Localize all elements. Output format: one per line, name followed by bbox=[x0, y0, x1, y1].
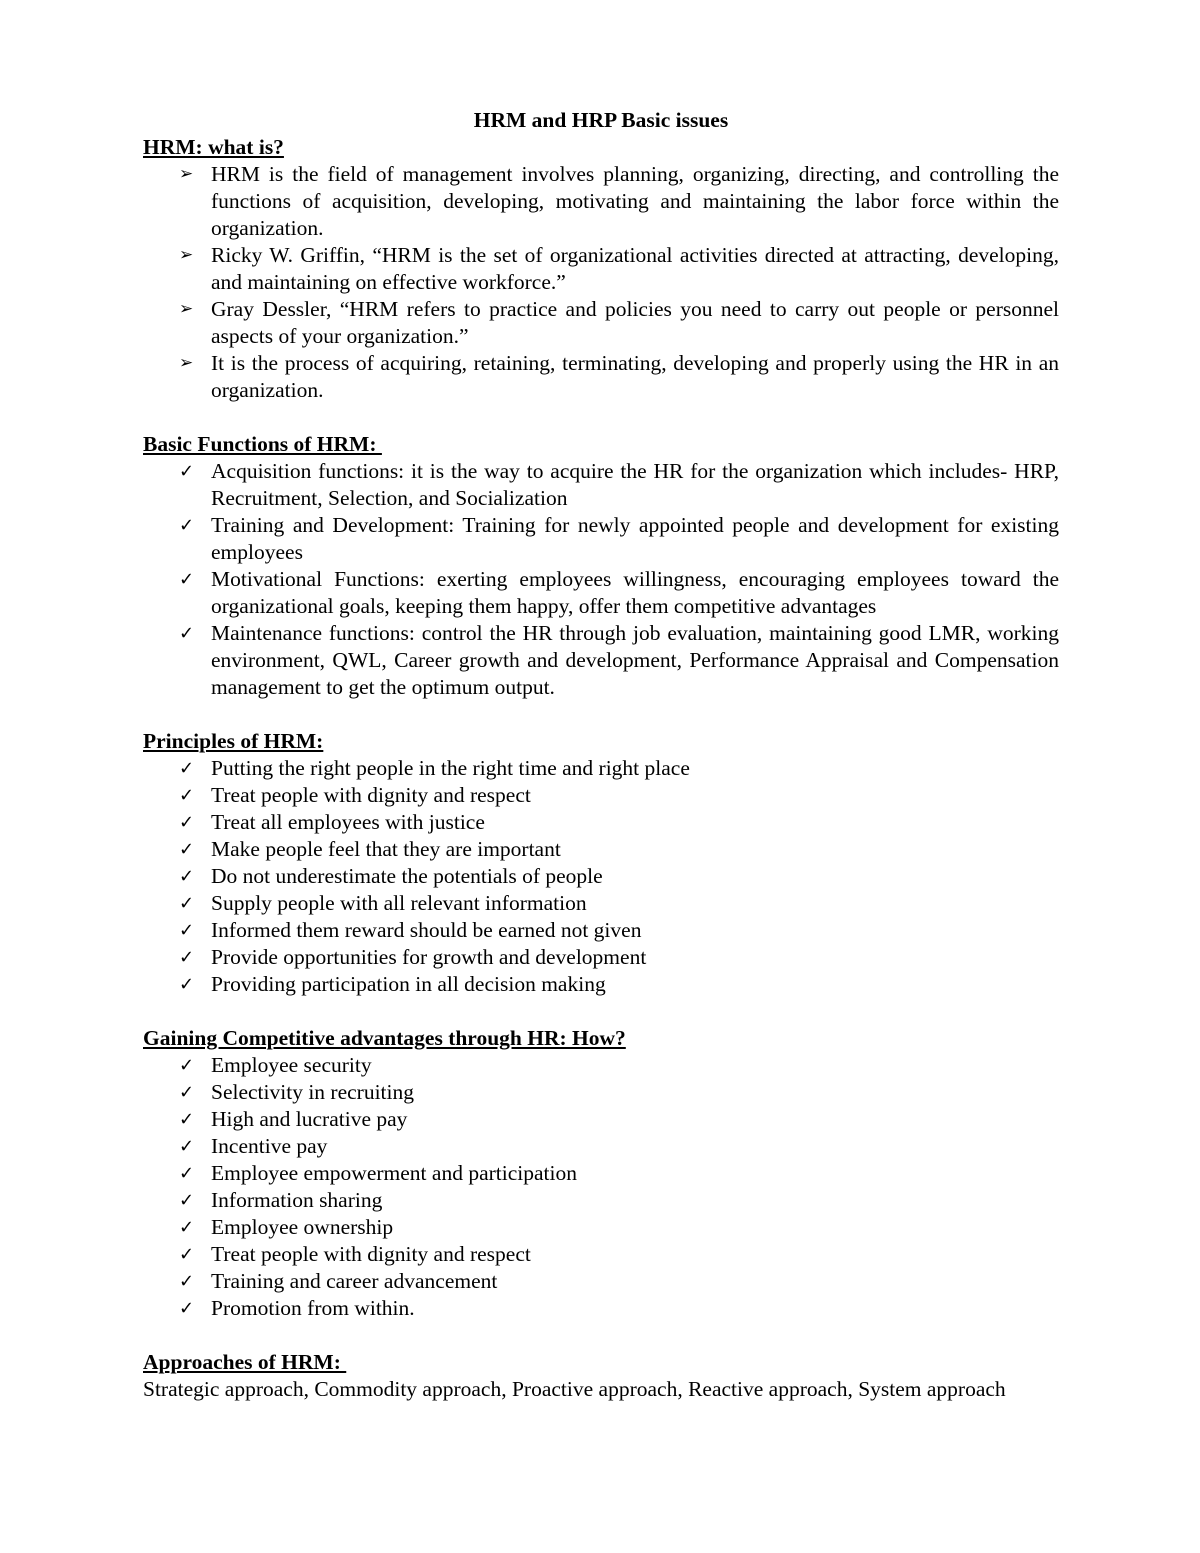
list-item-text: Incentive pay bbox=[211, 1134, 328, 1158]
list-item-text: Maintenance functions: control the HR through job evaluation, maintaining good LMR, working environment, QWL, Career growth and development, Performance Appraisal and Compensation management to get the optimum output. bbox=[211, 621, 1059, 699]
list-item bbox=[143, 755, 1059, 782]
list-item bbox=[143, 1133, 1059, 1160]
basic-functions-list bbox=[143, 458, 1059, 701]
checkmark-bullet-icon: ✓ bbox=[179, 1055, 195, 1076]
list-item-text: Putting the right people in the right time and right place bbox=[211, 756, 690, 780]
list-item bbox=[143, 458, 1059, 512]
list-item-text: Supply people with all relevant information bbox=[211, 891, 587, 915]
checkmark-bullet-icon: ✓ bbox=[179, 1136, 195, 1157]
checkmark-bullet-icon: ✓ bbox=[179, 866, 195, 887]
list-item-text: Do not underestimate the potentials of people bbox=[211, 864, 603, 888]
arrow-bullet-icon: ➢ bbox=[179, 245, 194, 265]
list-item bbox=[143, 350, 1059, 404]
checkmark-bullet-icon: ✓ bbox=[179, 839, 195, 860]
list-item-text: Promotion from within. bbox=[211, 1296, 415, 1320]
principles-list bbox=[143, 755, 1059, 998]
checkmark-bullet-icon: ✓ bbox=[179, 515, 195, 536]
checkmark-bullet-icon: ✓ bbox=[179, 1109, 195, 1130]
list-item-text: Provide opportunities for growth and development bbox=[211, 945, 647, 969]
document-title: HRM and HRP Basic issues bbox=[473, 108, 729, 132]
spacer bbox=[143, 998, 1059, 1025]
checkmark-bullet-icon: ✓ bbox=[179, 1217, 195, 1238]
arrow-bullet-icon: ➢ bbox=[179, 164, 194, 184]
checkmark-bullet-icon: ✓ bbox=[179, 1163, 195, 1184]
list-item bbox=[143, 1268, 1059, 1295]
list-item-text: Treat people with dignity and respect bbox=[211, 1242, 531, 1266]
list-item-text: Training and Development: Training for newly appointed people and development for existing employees bbox=[211, 513, 1059, 564]
spacer bbox=[143, 1322, 1059, 1349]
list-item-text: Gray Dessler, “HRM refers to practice and policies you need to carry out people or personnel aspects of your organization.” bbox=[211, 297, 1059, 348]
section-heading-principles: Principles of HRM: bbox=[143, 729, 324, 753]
list-item bbox=[143, 836, 1059, 863]
spacer bbox=[143, 404, 1059, 431]
list-item bbox=[143, 620, 1059, 701]
list-item bbox=[143, 296, 1059, 350]
list-item-text: Treat people with dignity and respect bbox=[211, 783, 531, 807]
checkmark-bullet-icon: ✓ bbox=[179, 1082, 195, 1103]
checkmark-bullet-icon: ✓ bbox=[179, 785, 195, 806]
list-item bbox=[143, 917, 1059, 944]
checkmark-bullet-icon: ✓ bbox=[179, 623, 195, 644]
list-item bbox=[143, 1079, 1059, 1106]
list-item bbox=[143, 944, 1059, 971]
section-heading-what-is: HRM: what is? bbox=[143, 135, 284, 159]
list-item-text: Make people feel that they are important bbox=[211, 837, 561, 861]
approaches-text: Strategic approach, Commodity approach, Proactive approach, Reactive approach, System approach bbox=[143, 1377, 1006, 1401]
list-item-text: Motivational Functions: exerting employees willingness, encouraging employees toward the organizational goals, keeping them happy, offer them competitive advantages bbox=[211, 567, 1059, 618]
competitive-list bbox=[143, 1052, 1059, 1322]
list-item bbox=[143, 1214, 1059, 1241]
list-item-text: Treat all employees with justice bbox=[211, 810, 485, 834]
checkmark-bullet-icon: ✓ bbox=[179, 893, 195, 914]
spacer bbox=[143, 701, 1059, 728]
list-item bbox=[143, 890, 1059, 917]
checkmark-bullet-icon: ✓ bbox=[179, 812, 195, 833]
arrow-bullet-icon: ➢ bbox=[179, 353, 194, 373]
checkmark-bullet-icon: ✓ bbox=[179, 758, 195, 779]
section-heading-approaches: Approaches of HRM: bbox=[143, 1350, 347, 1374]
list-item bbox=[143, 1106, 1059, 1133]
list-item-text: Employee ownership bbox=[211, 1215, 394, 1239]
section-heading-basic-functions: Basic Functions of HRM: bbox=[143, 432, 382, 456]
list-item bbox=[143, 1160, 1059, 1187]
list-item bbox=[143, 242, 1059, 296]
list-item-text: Training and career advancement bbox=[211, 1269, 498, 1293]
checkmark-bullet-icon: ✓ bbox=[179, 947, 195, 968]
list-item-text: Employee security bbox=[211, 1053, 372, 1077]
list-item-text: Providing participation in all decision making bbox=[211, 972, 606, 996]
list-item-text: High and lucrative pay bbox=[211, 1107, 408, 1131]
list-item-text: Acquisition functions: it is the way to acquire the HR for the organization which includes- HRP, Recruitment, Selection, and Socialization bbox=[211, 459, 1059, 510]
list-item bbox=[143, 782, 1059, 809]
checkmark-bullet-icon: ✓ bbox=[179, 920, 195, 941]
checkmark-bullet-icon: ✓ bbox=[179, 974, 195, 995]
list-item bbox=[143, 566, 1059, 620]
list-item bbox=[143, 1241, 1059, 1268]
arrow-bullet-icon: ➢ bbox=[179, 299, 194, 319]
checkmark-bullet-icon: ✓ bbox=[179, 1271, 195, 1292]
checkmark-bullet-icon: ✓ bbox=[179, 1244, 195, 1265]
list-item bbox=[143, 863, 1059, 890]
list-item bbox=[143, 161, 1059, 242]
list-item-text: Ricky W. Griffin, “HRM is the set of organizational activities directed at attracting, developing, and maintaining on effective workforce.” bbox=[211, 243, 1059, 294]
list-item bbox=[143, 1052, 1059, 1079]
list-item bbox=[143, 1187, 1059, 1214]
list-item-text: Informed them reward should be earned not given bbox=[211, 918, 642, 942]
list-item bbox=[143, 1295, 1059, 1322]
list-item-text: HRM is the field of management involves planning, organizing, directing, and controlling the functions of acquisition, developing, motivating and maintaining the labor force within the organization. bbox=[211, 162, 1059, 240]
list-item-text: It is the process of acquiring, retaining, terminating, developing and properly using the HR in an organization. bbox=[211, 351, 1059, 402]
checkmark-bullet-icon: ✓ bbox=[179, 1298, 195, 1319]
list-item bbox=[143, 809, 1059, 836]
list-item-text: Selectivity in recruiting bbox=[211, 1080, 415, 1104]
list-item-text: Information sharing bbox=[211, 1188, 383, 1212]
list-item bbox=[143, 512, 1059, 566]
checkmark-bullet-icon: ✓ bbox=[179, 1190, 195, 1211]
section-heading-competitive: Gaining Competitive advantages through HR: How? bbox=[143, 1026, 626, 1050]
list-item-text: Employee empowerment and participation bbox=[211, 1161, 577, 1185]
checkmark-bullet-icon: ✓ bbox=[179, 569, 195, 590]
what-is-list bbox=[143, 161, 1059, 404]
document-page bbox=[143, 107, 1059, 1403]
list-item bbox=[143, 971, 1059, 998]
checkmark-bullet-icon: ✓ bbox=[179, 461, 195, 482]
